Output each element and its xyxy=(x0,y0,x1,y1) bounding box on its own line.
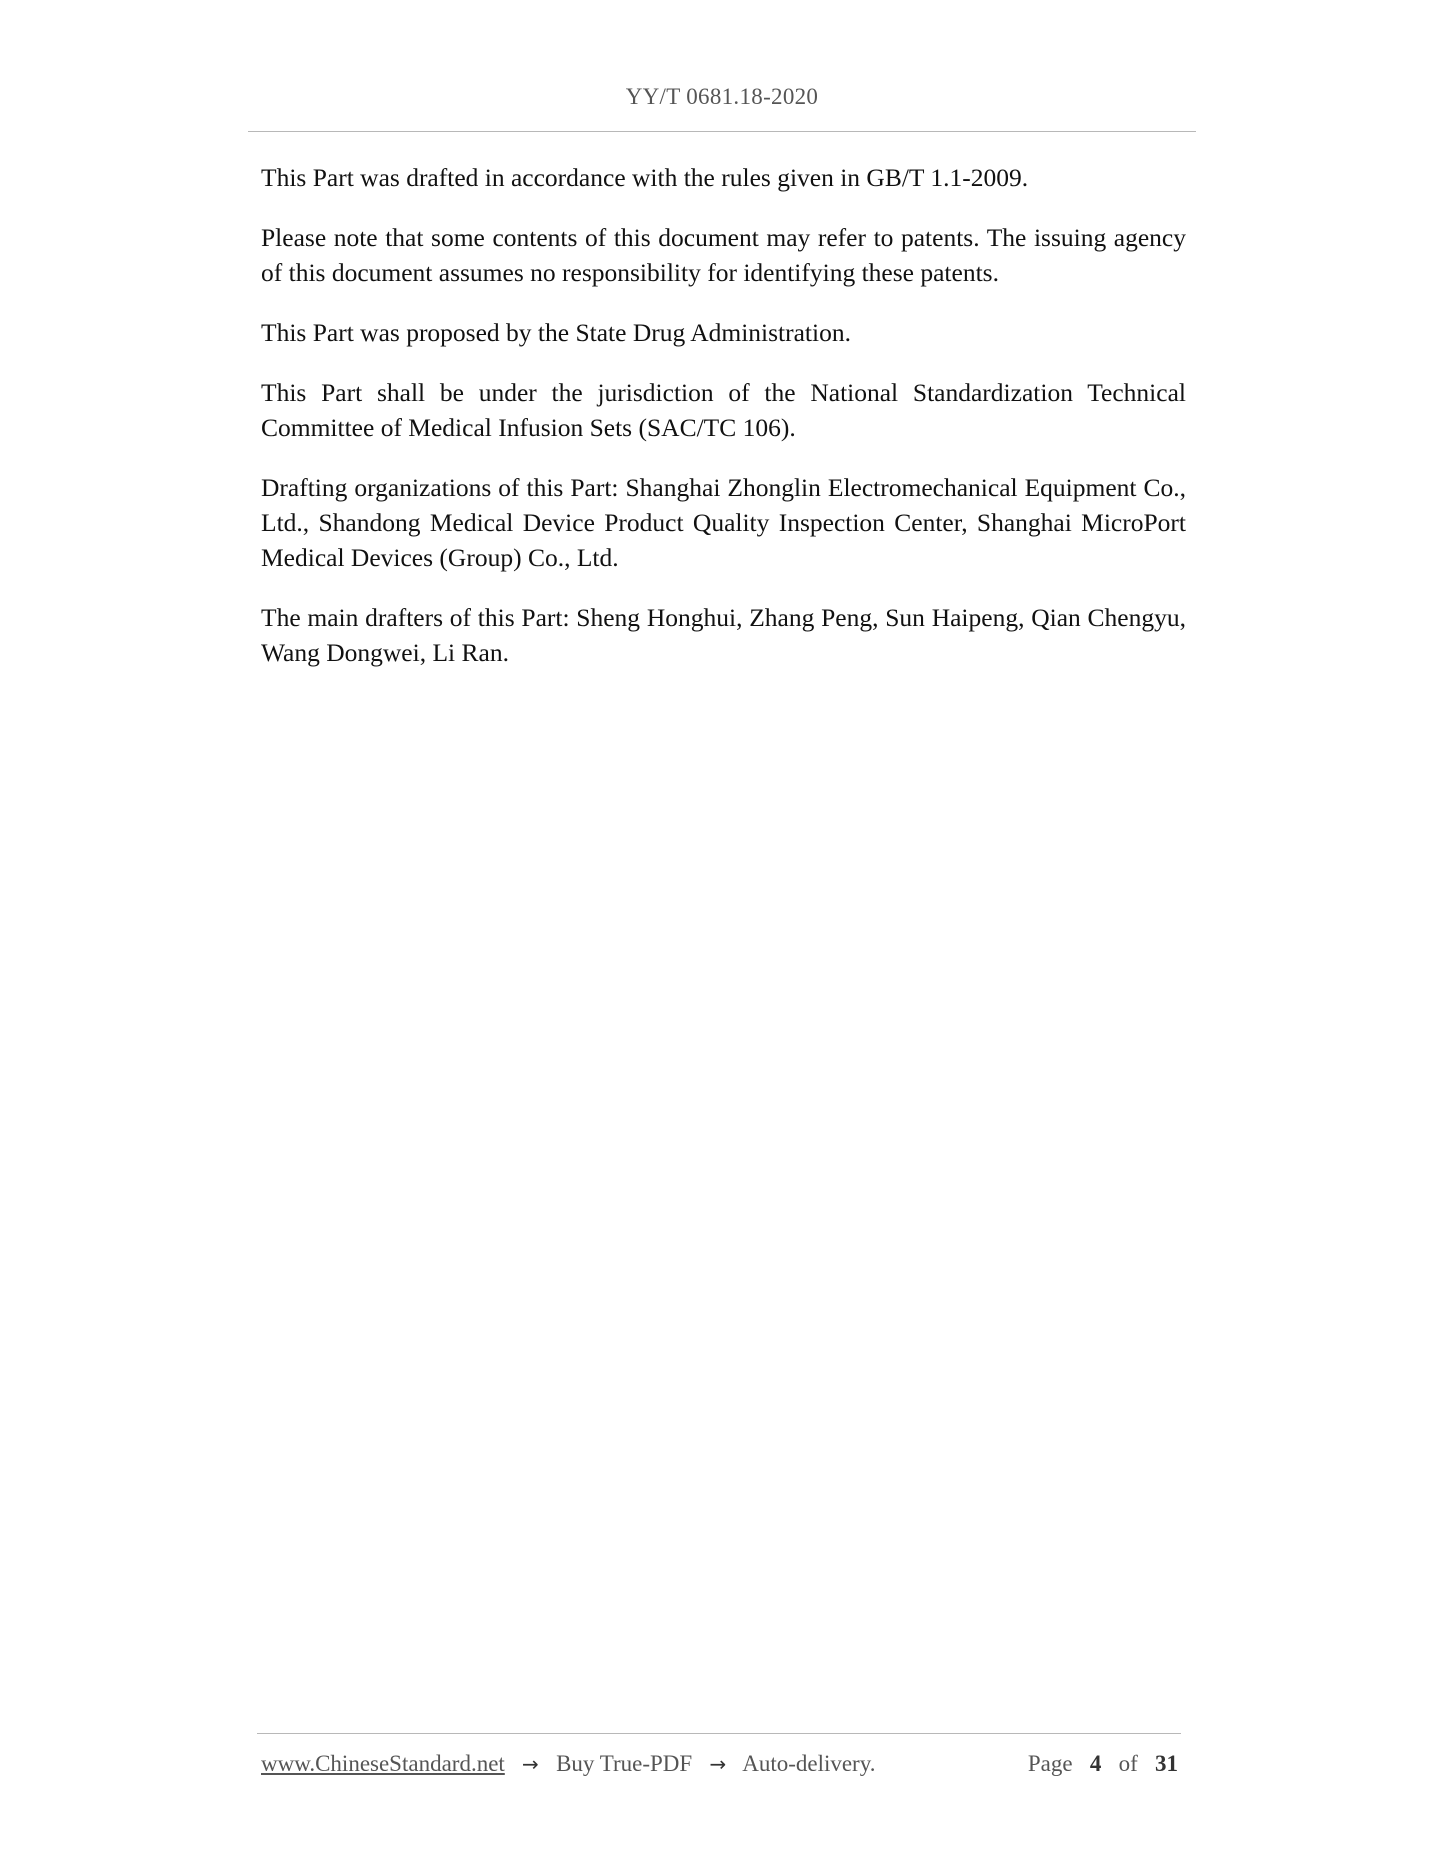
header-divider xyxy=(248,131,1196,132)
paragraph-drafting-rules: This Part was drafted in accordance with the rules given in GB/T 1.1-2009. xyxy=(261,163,1029,192)
footer-divider xyxy=(257,1733,1181,1734)
site-link[interactable]: www.ChineseStandard.net xyxy=(261,1751,505,1776)
auto-delivery-text: Auto-delivery. xyxy=(742,1751,876,1776)
of-word: of xyxy=(1118,1751,1138,1776)
page-indicator xyxy=(1028,1751,1178,1777)
page-footer xyxy=(261,1751,1178,1777)
arrow-right-icon: → xyxy=(709,1752,727,1776)
document-body xyxy=(261,160,1186,695)
footer-promo xyxy=(261,1751,875,1777)
arrow-right-icon: → xyxy=(522,1752,539,1776)
paragraph-main-drafters: The main drafters of this Part: Sheng Honghui, Zhang Peng, Sun Haipeng, Qian Chengyu, Wang Dongwei, Li Ran. xyxy=(261,603,1186,667)
paragraph-drafting-organizations: Drafting organizations of this Part: Shanghai Zhonglin Electromechanical Equipment Co., Ltd., Shandong Medical Device Product Quality Inspection Center, Shanghai MicroPort Medical Devices (Group) Co., Ltd. xyxy=(261,473,1186,572)
paragraph-patent-notice: Please note that some contents of this document may refer to patents. The issuing agency of this document assumes no responsibility for identifying these patents. xyxy=(261,223,1186,287)
paragraph-jurisdiction: This Part shall be under the jurisdiction of the National Standardization Technical Committee of Medical Infusion Sets (SAC/TC 106). xyxy=(261,378,1186,442)
current-page-number: 4 xyxy=(1089,1751,1102,1776)
page-header: YY/T 0681.18-2020 xyxy=(625,84,819,109)
buy-true-pdf-text: Buy True-PDF xyxy=(556,1751,693,1776)
page-word: Page xyxy=(1027,1751,1073,1776)
paragraph-proposer: This Part was proposed by the State Drug Administration. xyxy=(261,318,851,347)
total-page-count: 31 xyxy=(1155,1751,1178,1776)
